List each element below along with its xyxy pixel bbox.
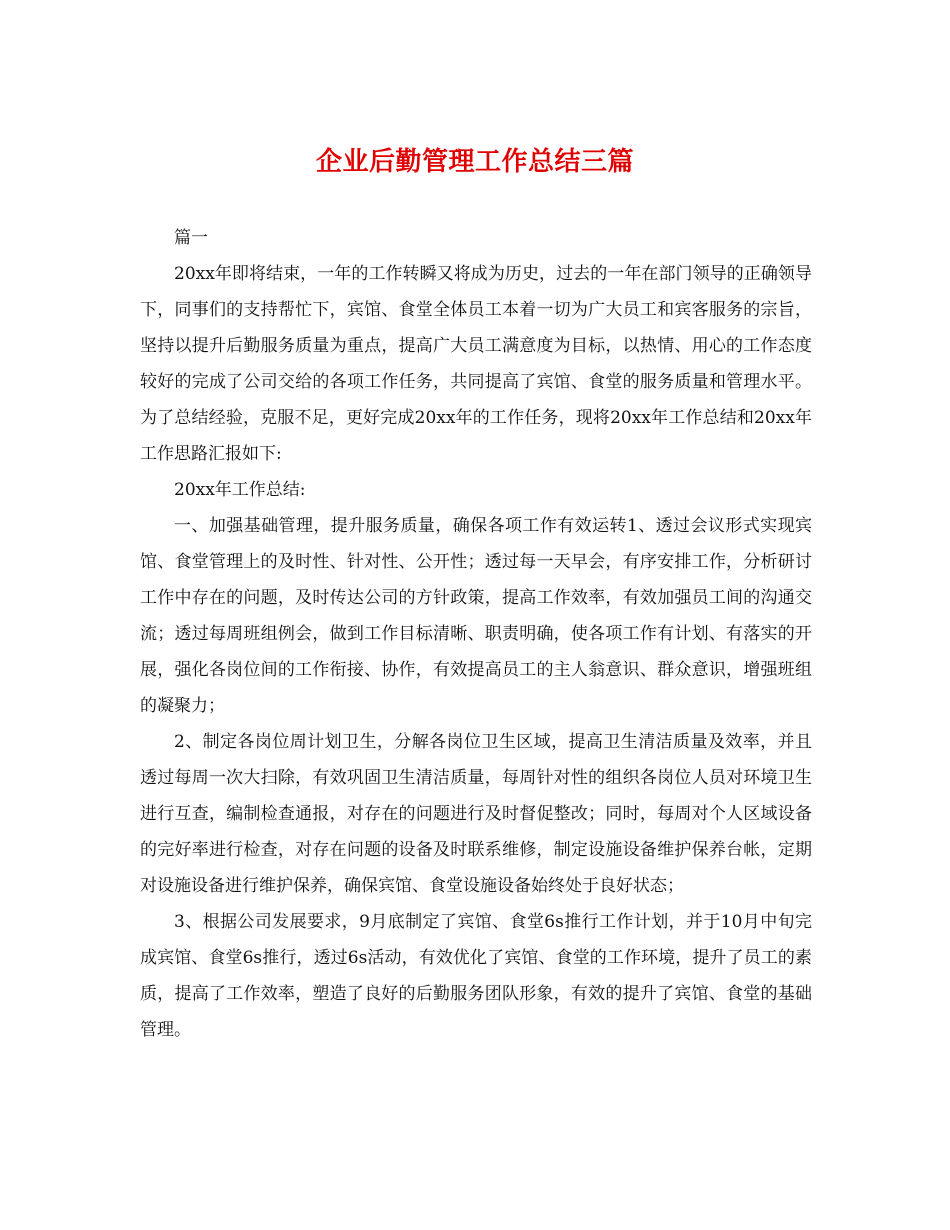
paragraph-intro: 20xx年即将结束，一年的工作转瞬又将成为历史，过去的一年在部门领导的正确领导下，同事们的支持帮忙下，宾馆、食堂全体员工本着一切为广大员工和宾客服务的宗旨，坚持以提升后勤服务质量为重点，提高广大员工满意度为目标，以热情、用心的工作态度较好的完成了公司交给的各项工作任务，共同提高了宾馆、食堂的服务质量和管理水平。为了总结经验，克服不足，更好完成20xx年的工作任务，现将20xx年工作总结和20xx年工作思路汇报如下: xyxy=(140,264,812,464)
document-title: 企业后勤管理工作总结三篇 xyxy=(315,147,634,177)
paragraph-item-2: 2、制定各岗位周计划卫生，分解各岗位卫生区域，提高卫生清洁质量及效率，并且透过每周一次大扫除，有效巩固卫生清洁质量，每周针对性的组织各岗位人员对环境卫生进行互查，编制检查通报，对存在的问题进行及时督促整改；同时，每周对个人区域设备的完好率进行检查，对存在问题的设备及时联系维修，制定设施设备维护保养台帐，定期对设施设备进行维护保养，确保宾馆、食堂设施设备始终处于良好状态； xyxy=(140,732,812,896)
paragraph-heading: 20xx年工作总结: xyxy=(174,480,306,500)
paragraph-item-3: 3、根据公司发展要求，9月底制定了宾馆、食堂6s推行工作计划，并于10月中旬完成宾馆、食堂6s推行，透过6s活动，有效优化了宾馆、食堂的工作环境，提升了员工的素质，提高了工作效率，塑造了良好的后勤服务团队形象，有效的提升了宾馆、食堂的基础管理。 xyxy=(140,912,812,1040)
document-body xyxy=(140,220,812,1048)
paragraph-item-1: 一、加强基础管理，提升服务质量，确保各项工作有效运转1、透过会议形式实现宾馆、食堂管理上的及时性、针对性、公开性；透过每一天早会，有序安排工作，分析研讨工作中存在的问题，及时传达公司的方针政策，提高工作效率，有效加强员工间的沟通交流；透过每周班组例会，做到工作目标清晰、职责明确，使各项工作有计划、有落实的开展，强化各岗位间的工作衔接、协作，有效提高员工的主人翁意识、群众意识，增强班组的凝聚力； xyxy=(140,516,812,716)
section-label: 篇一 xyxy=(174,228,208,248)
